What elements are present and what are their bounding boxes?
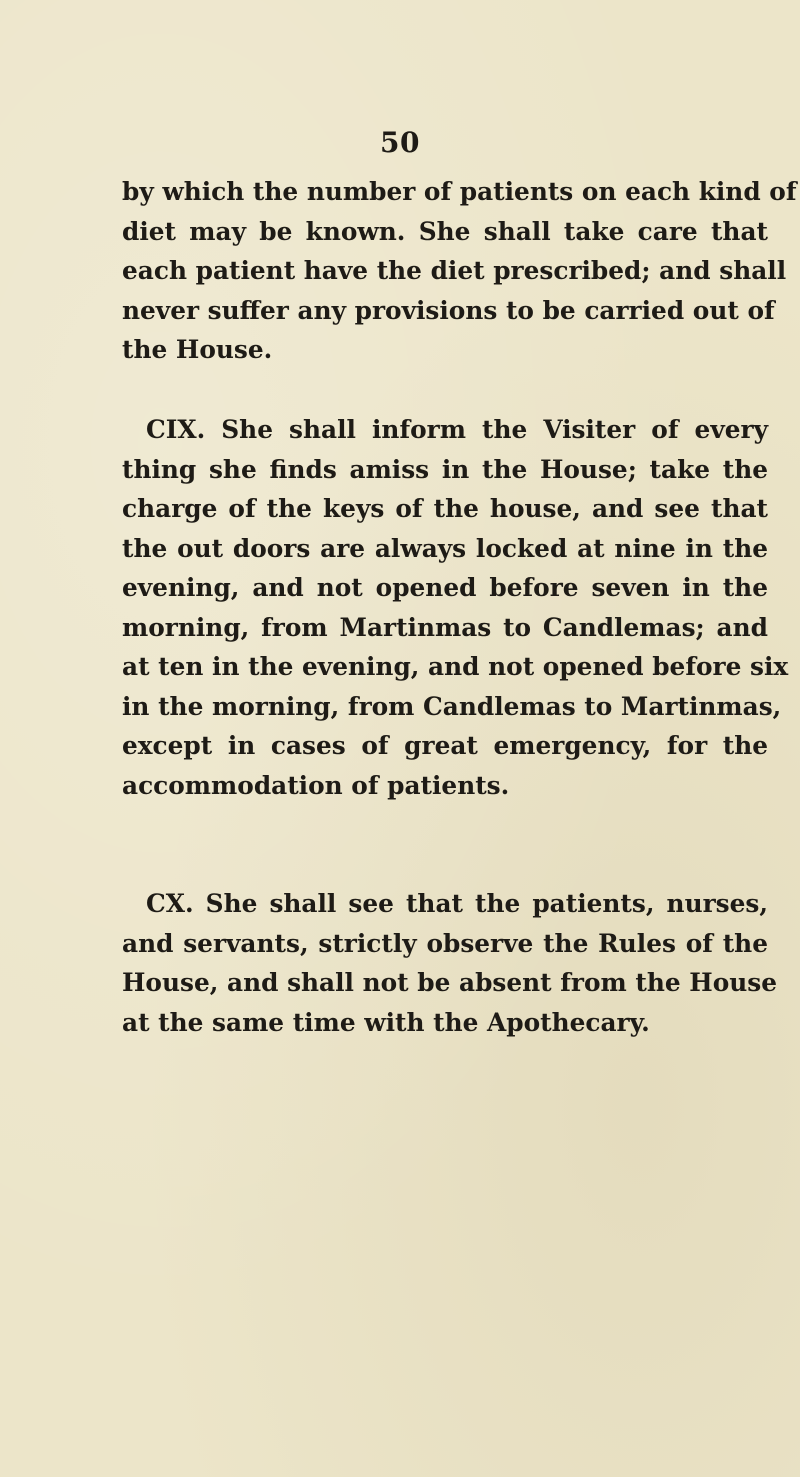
text-line: at the same time with the Apothecary. (122, 1007, 650, 1037)
text-line: accommodation of patients. (122, 770, 510, 800)
text-line: each patient have the diet prescribed; and shall (122, 256, 787, 285)
text-line: except in cases of great emergency, for the (122, 731, 768, 760)
text-line: at ten in the evening, and not opened before six (122, 652, 789, 681)
paragraph-diet-records (122, 172, 797, 370)
text-line: by which the number of patients on each kind of (122, 177, 797, 206)
text-line: the out doors are always locked at nine in the (122, 533, 768, 563)
text-line: diet may be known. She shall take care that (122, 216, 768, 246)
text-line: evening, and not opened before seven in the (122, 573, 768, 602)
text-line: never suffer any provisions to be carried out of (122, 295, 775, 325)
text-line: CIX. She shall inform the Visiter of every (146, 415, 768, 444)
text-line: in the morning, from Candlemas to Martinmas, (122, 691, 782, 721)
text-line: morning, from Martinmas to Candlemas; and (122, 612, 768, 642)
page-number: 50 (380, 126, 420, 159)
text-line: and servants, strictly observe the Rules of the (122, 928, 768, 958)
text-line: thing she finds amiss in the House; take the (122, 454, 768, 484)
paragraph-rule-cix (122, 410, 789, 805)
paragraph-rule-cx (122, 884, 778, 1042)
text-line: House, and shall not be absent from the House (122, 968, 778, 997)
text-line: CX. She shall see that the patients, nurses, (146, 889, 768, 918)
text-line: the House. (122, 335, 273, 364)
text-line: charge of the keys of the house, and see that (122, 494, 768, 523)
